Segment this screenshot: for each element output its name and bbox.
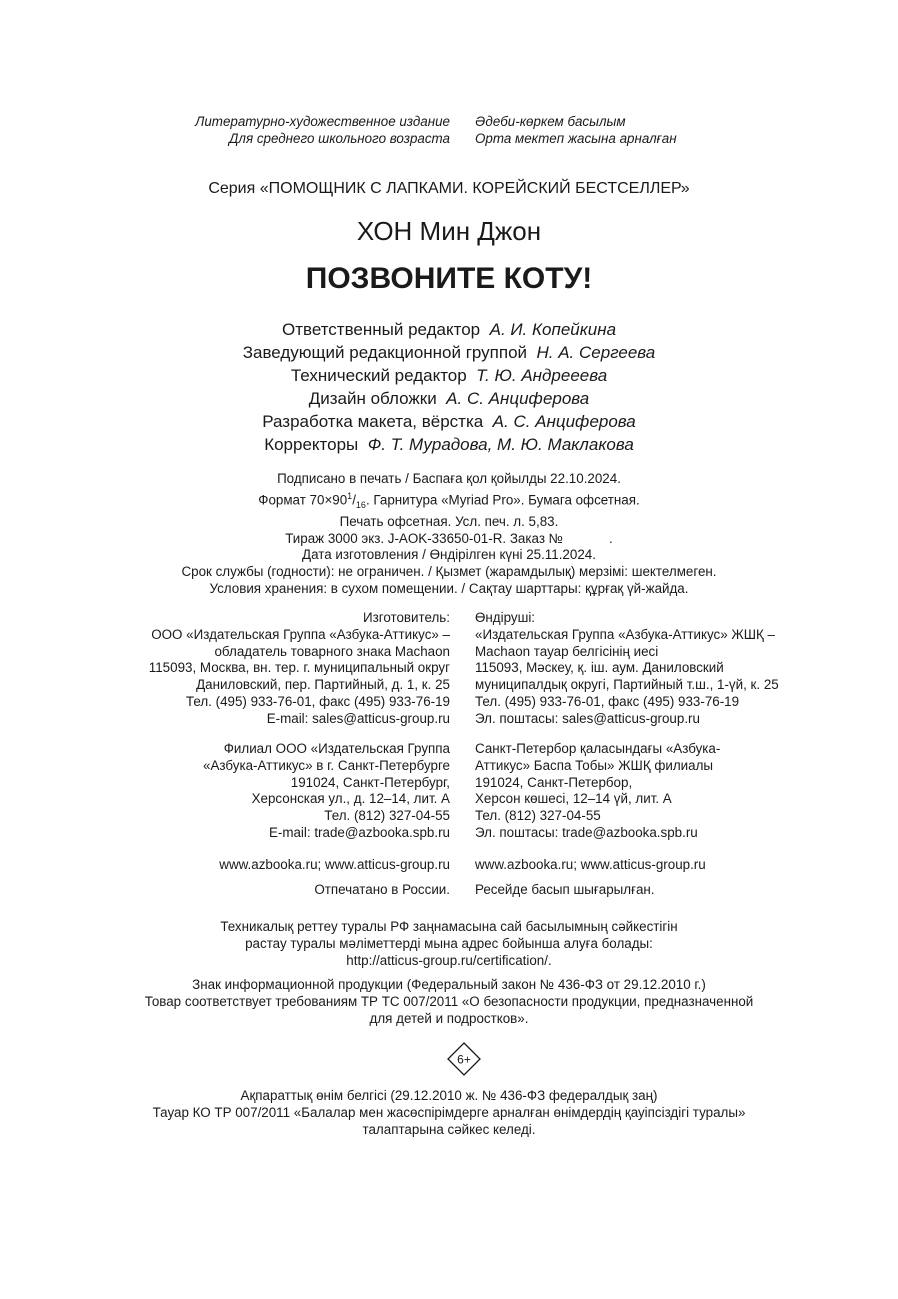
credit-row: Технический редактор Т. Ю. Андрееева	[290, 366, 608, 385]
author: ХОН Мин Джон	[356, 216, 542, 246]
genre-kz-line2: Орта мектеп жасына арналған	[475, 130, 677, 146]
storage-conditions: Условия хранения: в сухом помещении. / Сақтау шарттары: құрғақ үй-жайда.	[209, 580, 689, 596]
series: Серия «ПОМОЩНИК С ЛАПКАМИ. КОРЕЙСКИЙ БЕСТСЕЛЛЕР»	[208, 180, 690, 197]
print-info	[0, 471, 898, 598]
genre-kz	[475, 114, 677, 147]
manufacturer-kz: Өндіруші: «Издательская Группа «Азбука-Аттикус» ЖШҚ – Machaon тауар белгісінің иесі 115093, Мәскеу, қ. іш. аум. Даниловский муниципалдық округі, Партийный т.ш., 1-үй, к. 25 Тел. (495) 933-76-01, факс (495) 933-76-19 Эл. поштасы: sales@atticus-group.ru	[475, 610, 779, 726]
info-sign-ru: Знак информационной продукции (Федеральный закон № 436-ФЗ от 29.12.2010 г.) Товар соответствует требованиям ТР ТС 007/2011 «О безопасности продукции, предназначенной для детей и подростков».	[144, 977, 754, 1026]
info-sign-kz: Ақпараттық өнім белгісі (29.12.2010 ж. № 436-ФЗ федералдық заң) Тауар КО ТР 007/2011 «Балалар мен жасөспірімдерге арналған өнімдердің қауіпсіздігі туралы» талаптарына сәйкес келеді.	[152, 1088, 746, 1137]
credit-row: Ответственный редактор А. И. Копейкина	[281, 320, 617, 339]
manufacture-date: Дата изготовления / Өндірілген күні 25.11.2024.	[302, 547, 596, 563]
run-info: Тираж 3000 экз. J-AOK-33650-01-R. Заказ № .	[285, 530, 613, 546]
websites-kz: www.azbooka.ru; www.atticus-group.ru	[475, 857, 706, 872]
branch-ru: Филиал ООО «Издательская Группа «Азбука-Аттикус» в г. Санкт-Петербурге 191024, Санкт-Петербург, Херсонская ул., д. 12–14, лит. А Тел. (812) 327-04-55 E-mail: trade@azbooka.spb.ru	[203, 741, 450, 840]
title: ПОЗВОНИТЕ КОТУ!	[305, 262, 593, 295]
sheets: Печать офсетная. Усл. печ. л. 5,83.	[339, 513, 559, 529]
genre-kz-line1: Әдеби-көркем басылым	[475, 114, 626, 129]
credit-row: Заведующий редакционной группой Н. А. Сергеева	[242, 343, 656, 362]
service-life: Срок службы (годности): не ограничен. / Қызмет (жарамдылық) мерзімі: шектелмеген.	[181, 564, 717, 580]
age-rating-text: 6+	[457, 1052, 471, 1067]
credit-row: Дизайн обложки А. С. Анциферова	[308, 389, 590, 408]
genre-ru-line2: Для среднего школьного возраста	[228, 130, 450, 146]
certification: Техникалық реттеу туралы РФ заңнамасына сай басылымның сәйкестігін растау туралы мәліметтерді мына адрес бойынша алуға болады: http://atticus-group.ru/certification/.	[220, 919, 678, 968]
credit-row: Корректоры Ф. Т. Мурадова, М. Ю. Маклакова	[264, 435, 634, 454]
credits	[0, 318, 898, 456]
genre-ru-line1: Литературно-художественное издание	[195, 114, 450, 129]
genre-ru	[195, 114, 450, 147]
manufacturer-ru: Изготовитель: ООО «Издательская Группа «Азбука-Аттикус» – обладатель товарного знака Machaon 115093, Москва, вн. тер. г. муниципальный округ Даниловский, пер. Партийный, д. 1, к. 25 Тел. (495) 933-76-01, факс (495) 933-76-19 E-mail: sales@atticus-group.ru	[148, 610, 450, 726]
printed-ru: Отпечатано в России.	[314, 882, 450, 897]
format: Формат $70\times 90^1/_{16}$. Гарнитура «Myriad Pro». Бумага офсетная.	[258, 490, 640, 510]
signed-date: Подписано в печать / Баспаға қол қойылды 22.10.2024.	[277, 471, 621, 486]
websites-ru: www.azbooka.ru; www.atticus-group.ru	[219, 857, 450, 872]
branch-kz: Санкт-Петербор қаласындағы «Азбука- Аттикус» Баспа Тобы» ЖШҚ филиалы 191024, Санкт-Петербор, Херсон көшесі, 12–14 үй, лит. А Тел. (812) 327-04-55 Эл. поштасы: trade@azbooka.spb.ru	[475, 741, 721, 840]
age-rating-badge	[447, 1042, 481, 1076]
credit-row: Разработка макета, вёрстка А. С. Анциферова	[262, 412, 636, 431]
printed-kz: Ресейде басып шығарылған.	[475, 882, 655, 897]
